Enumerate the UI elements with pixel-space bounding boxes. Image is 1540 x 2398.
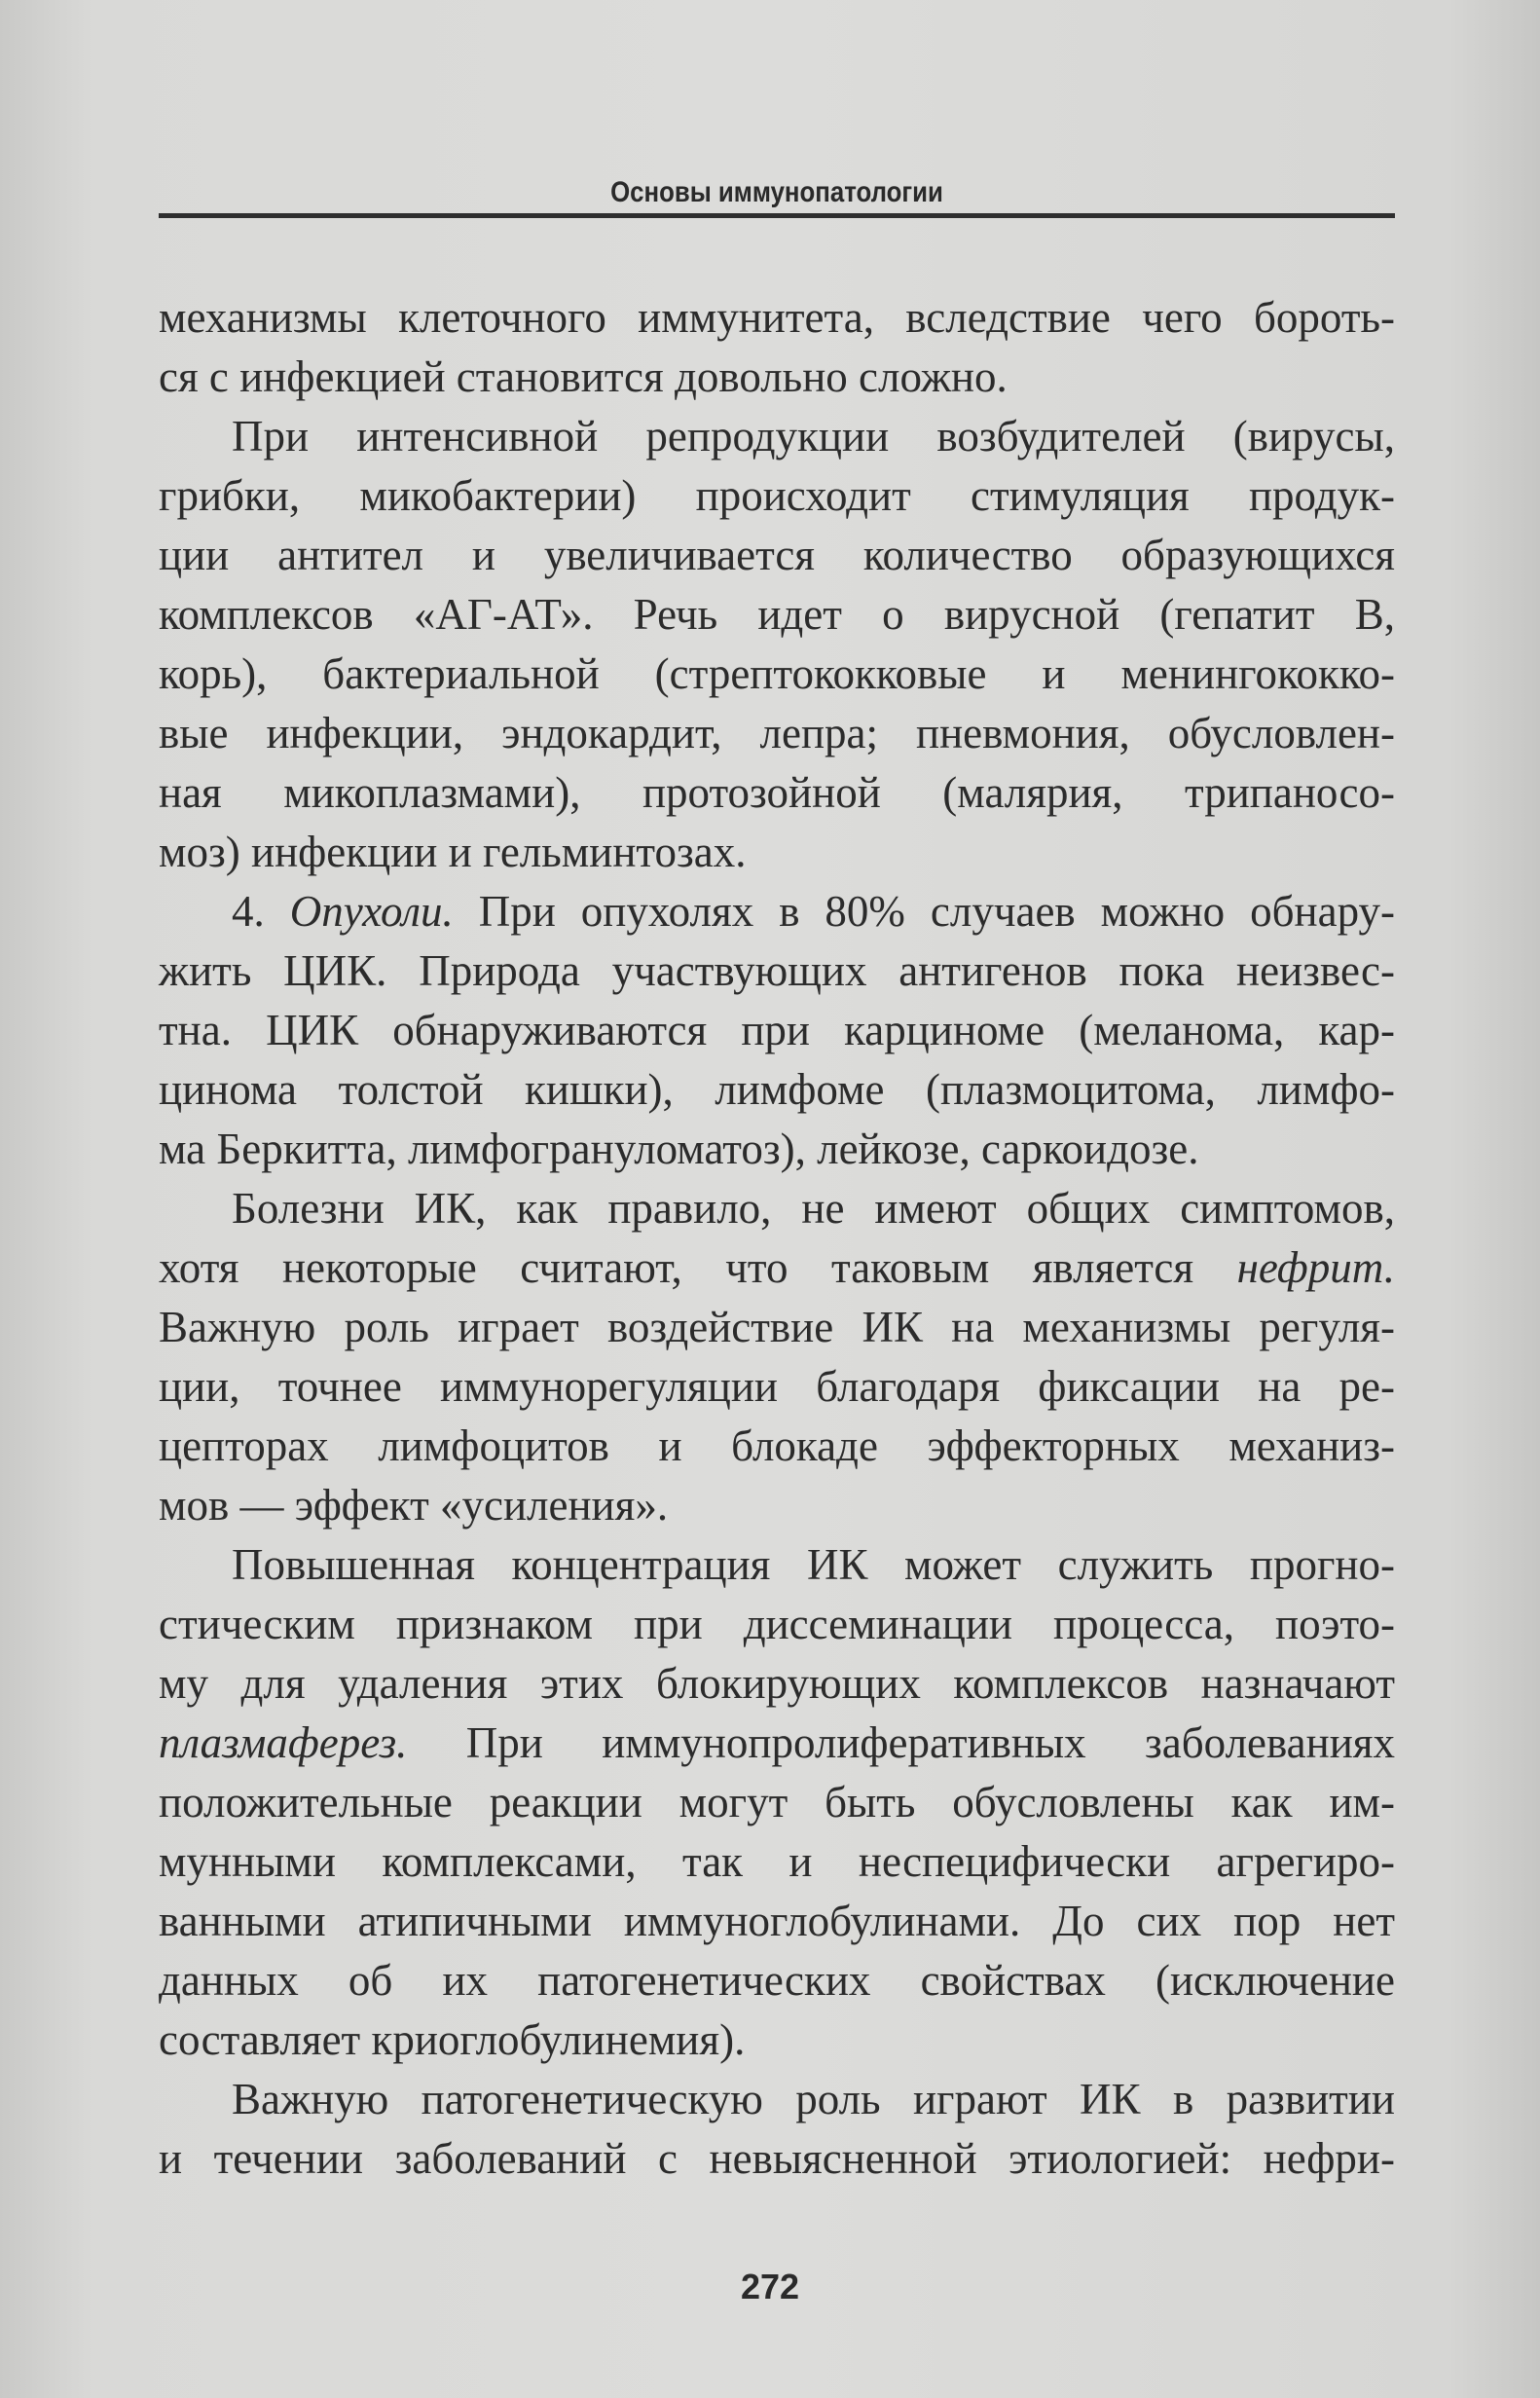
term-nephritis: нефрит. [1236,1243,1395,1292]
section-term-tumors: Опухоли. [289,887,454,936]
text-line: составляет криоглобулинемия). [159,2015,746,2064]
text-run: хотя некоторые считают, что таковым является [159,1243,1237,1292]
text-line [159,882,1395,941]
paragraph-5 [159,1535,1395,2070]
text-line: моз) инфекции и гельминтозах. [159,828,747,876]
running-head [159,175,1395,222]
text-line: тна. ЦИК обнаруживаются при карциноме (меланома, кар- [159,1006,1395,1054]
text-line [159,1238,1395,1298]
text-line: Болезни ИК, как правило, не имеют общих симптомов, [232,1184,1395,1233]
text-line: цепторах лимфоцитов и блокаде эффекторных механиз- [159,1421,1395,1470]
text-line: данных об их патогенетических свойствах (исключение [159,1956,1395,2005]
text-line: механизмы клеточного иммунитета, вследствие чего бороть- [159,293,1395,342]
paragraph-2 [159,407,1395,882]
text-line: ванными атипичными иммуноглобулинами. До сих пор нет [159,1897,1395,1945]
text-line: корь), бактериальной (стрептококковые и менингококко- [159,649,1395,698]
text-line: ся с инфекцией становится довольно сложно. [159,352,1008,401]
text-run: При опухолях в 80% случаев можно обнару- [453,887,1396,936]
text-line: ции антител и увеличивается количество образующихся [159,531,1395,579]
text-line: ная микоплазмами), протозойной (малярия, трипаносо- [159,768,1395,817]
text-line: цинома толстой кишки), лимфоме (плазмоцитома, лимфо- [159,1065,1395,1114]
header-rule [159,213,1395,218]
paragraph-4 [159,1179,1395,1535]
paragraph-3 [159,882,1395,1179]
list-number: 4. [232,887,265,936]
text-line: му для удаления этих блокирующих комплексов назначают [159,1659,1395,1708]
text-line: и течении заболеваний с невыясненной этиологией: нефри- [159,2134,1395,2183]
term-plasmapheresis: плазмаферез. [159,1718,408,1767]
body-text [159,288,1395,2189]
text-line: стическим признаком при диссеминации процесса, поэто- [159,1600,1395,1648]
paragraph-6 [159,2070,1395,2189]
paragraph-1 [159,288,1395,407]
text-line: Важную патогенетическую роль играют ИК в развитии [232,2075,1395,2123]
text-line: ции, точнее иммунорегуляции благодаря фиксации на ре- [159,1362,1395,1411]
text-line: вые инфекции, эндокардит, лепра; пневмония, обусловлен- [159,709,1395,757]
text-line: жить ЦИК. Природа участвующих антигенов пока неизвес- [159,946,1395,995]
text-run: При иммунопролиферативных заболеваниях [407,1718,1395,1767]
page-number: 272 [740,2267,800,2306]
text-line: комплексов «АГ-АТ». Речь идет о вирусной (гепатит В, [159,590,1395,639]
text-line: При интенсивной репродукции возбудителей (вирусы, [232,412,1395,461]
text-line: Повышенная концентрация ИК может служить прогно- [232,1540,1395,1589]
text-line [159,1714,1395,1773]
text-line: Важную роль играет воздействие ИК на механизмы регуля- [159,1303,1395,1351]
running-head-title: Основы иммунопатологии [610,176,943,208]
text-line: положительные реакции могут быть обусловлены как им- [159,1778,1395,1826]
text-line: мунными комплексами, так и неспецифически агрегиро- [159,1837,1395,1886]
text-line: ма Беркитта, лимфогрануломатоз), лейкозе, саркоидозе. [159,1125,1199,1173]
text-line: мов — эффект «усиления». [159,1481,669,1530]
text-line: грибки, микобактерии) происходит стимуляция продук- [159,471,1395,520]
